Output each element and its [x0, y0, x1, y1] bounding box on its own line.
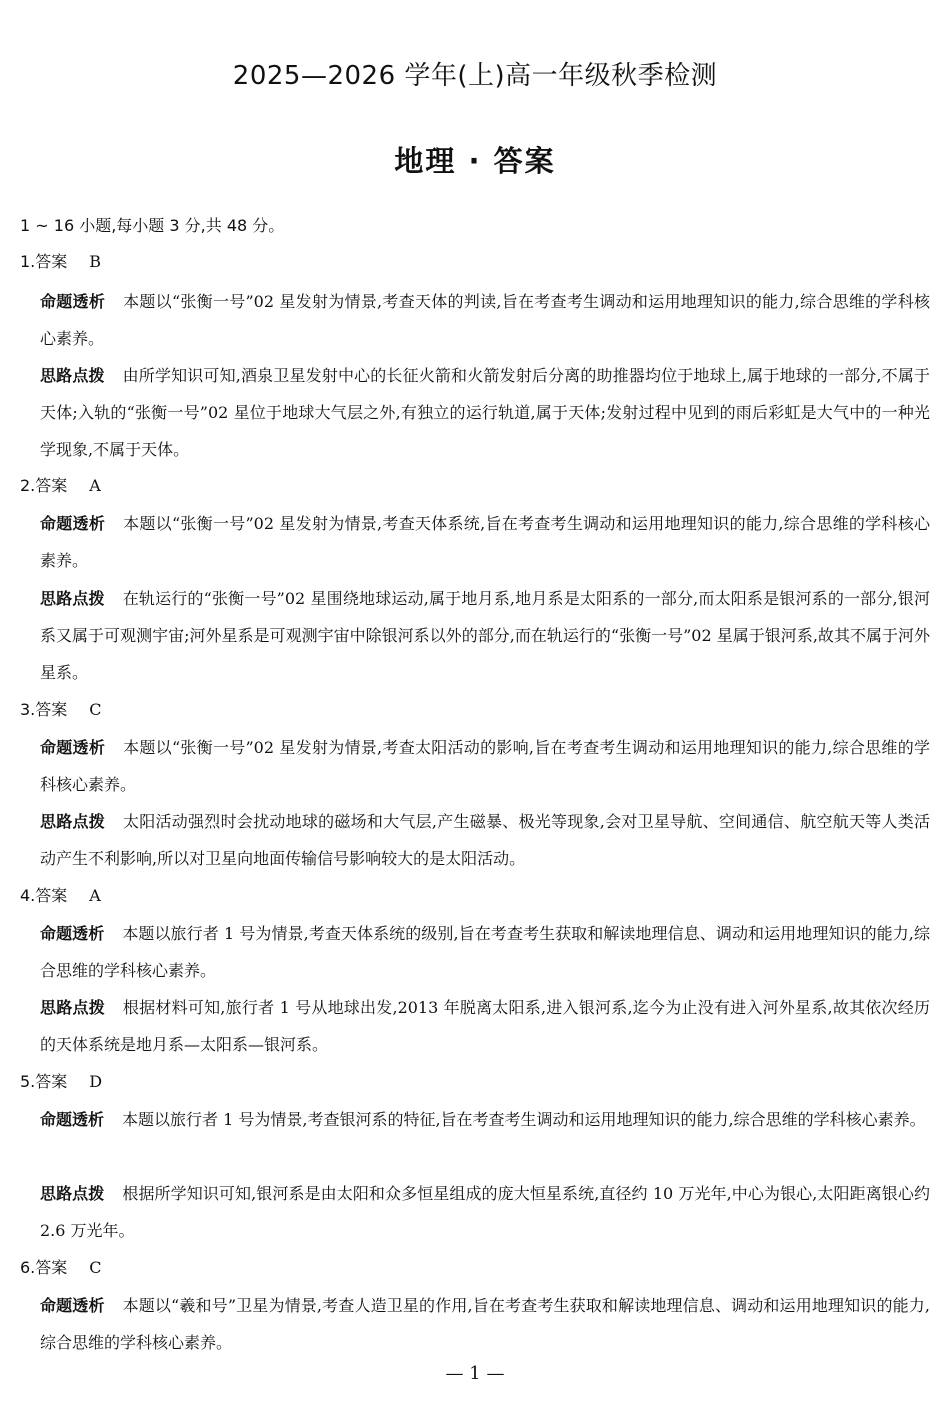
- question-4-header: [20, 884, 101, 908]
- hint-label: 思路点拨: [40, 812, 106, 831]
- question-6-analysis: [40, 1287, 930, 1361]
- analysis-text: 本题以旅行者 1 号为情景,考查银河系的特征,旨在考查考生调动和运用地理知识的能力,综合思维的学科核心素养。: [122, 1110, 926, 1129]
- question-number: 2.: [20, 476, 36, 495]
- hint-text: 由所学知识可知,酒泉卫星发射中心的长征火箭和火箭发射后分离的助推器均位于地球上,属于地球的一部分,不属于天体;入轨的“张衡一号”02 星位于地球大气层之外,有独立的运行轨道,属于天体;发射过程中见到的雨后彩虹是大气中的一种光学现象,不属于天体。: [40, 366, 930, 459]
- answer-label: 答案: [35, 252, 68, 271]
- hint-text: 根据材料可知,旅行者 1 号从地球出发,2013 年脱离太阳系,进入银河系,迄今为止没有进入河外星系,故其依次经历的天体系统是地月系—太阳系—银河系。: [40, 998, 930, 1054]
- hint-label: 思路点拨: [40, 1184, 105, 1203]
- question-3-analysis: [40, 729, 930, 803]
- analysis-label: 命题透析: [40, 738, 106, 757]
- question-1-analysis: [40, 283, 930, 357]
- question-5-hint: [40, 1175, 930, 1249]
- page-number: — 1 —: [445, 1363, 505, 1384]
- hint-text: 太阳活动强烈时会扰动地球的磁场和大气层,产生磁暴、极光等现象,会对卫星导航、空间通信、航空航天等人类活动产生不利影响,所以对卫星向地面传输信号影响较大的是太阳活动。: [40, 812, 930, 868]
- answer-label: 答案: [35, 886, 68, 905]
- analysis-text: 本题以“羲和号”卫星为情景,考查人造卫星的作用,旨在考查考生获取和解读地理信息、调动和运用地理知识的能力,综合思维的学科核心素养。: [40, 1296, 930, 1352]
- answer-value: C: [89, 1258, 102, 1277]
- question-1-hint: [40, 357, 930, 468]
- question-3-hint: [40, 803, 930, 877]
- analysis-text: 本题以旅行者 1 号为情景,考查天体系统的级别,旨在考查考生获取和解读地理信息、调动和运用地理知识的能力,综合思维的学科核心素养。: [40, 924, 930, 980]
- question-number: 1.: [20, 252, 36, 271]
- answer-label: 答案: [35, 1072, 68, 1091]
- answer-value: B: [89, 252, 102, 271]
- analysis-label: 命题透析: [40, 292, 106, 311]
- question-5-analysis: [40, 1101, 930, 1138]
- hint-label: 思路点拨: [40, 366, 105, 385]
- question-number: 3.: [20, 700, 36, 719]
- question-1-header: [20, 250, 101, 274]
- analysis-label: 命题透析: [40, 1110, 105, 1129]
- answer-label: 答案: [35, 1258, 68, 1277]
- question-number: 5.: [20, 1072, 36, 1091]
- answer-label: 答案: [35, 476, 68, 495]
- hint-label: 思路点拨: [40, 998, 105, 1017]
- question-6-header: [20, 1256, 102, 1280]
- answer-value: D: [89, 1072, 103, 1091]
- analysis-label: 命题透析: [40, 1296, 105, 1315]
- hint-text: 在轨运行的“张衡一号”02 星围绕地球运动,属于地月系,地月系是太阳系的一部分,而太阳系是银河系的一部分,银河系又属于可观测宇宙;河外星系是可观测宇宙中除银河系以外的部分,而在轨运行的“张衡一号”02 星属于银河系,故其不属于河外星系。: [40, 589, 930, 682]
- document-title: 2025—2026 学年(上)高一年级秋季检测: [232, 61, 718, 91]
- analysis-text: 本题以“张衡一号”02 星发射为情景,考查天体的判读,旨在考查考生调动和运用地理知识的能力,综合思维的学科核心素养。: [40, 292, 930, 348]
- analysis-label: 命题透析: [40, 514, 106, 533]
- analysis-text: 本题以“张衡一号”02 星发射为情景,考查天体系统,旨在考查考生调动和运用地理知识的能力,综合思维的学科核心素养。: [40, 514, 930, 570]
- answer-value: A: [89, 886, 101, 905]
- scoring-intro: 1 ~ 16 小题,每小题 3 分,共 48 分。: [20, 216, 285, 235]
- question-3-header: [20, 698, 102, 722]
- question-2-analysis: [40, 505, 930, 579]
- answer-value: A: [89, 476, 101, 495]
- question-2-header: [20, 474, 101, 498]
- hint-label: 思路点拨: [40, 589, 105, 608]
- question-number: 4.: [20, 886, 36, 905]
- analysis-text: 本题以“张衡一号”02 星发射为情景,考查太阳活动的影响,旨在考查考生调动和运用地理知识的能力,综合思维的学科核心素养。: [40, 738, 930, 794]
- answer-label: 答案: [35, 700, 68, 719]
- analysis-label: 命题透析: [40, 924, 105, 943]
- question-number: 6.: [20, 1258, 36, 1277]
- question-2-hint: [40, 580, 930, 691]
- question-4-hint: [40, 989, 930, 1063]
- answer-value: C: [89, 700, 102, 719]
- hint-text: 根据所学知识可知,银河系是由太阳和众多恒星组成的庞大恒星系统,直径约 10 万光年,中心为银心,太阳距离银心约 2.6 万光年。: [40, 1184, 930, 1240]
- document-subtitle: 地理 · 答案: [394, 144, 556, 178]
- question-4-analysis: [40, 915, 930, 989]
- question-5-header: [20, 1070, 102, 1094]
